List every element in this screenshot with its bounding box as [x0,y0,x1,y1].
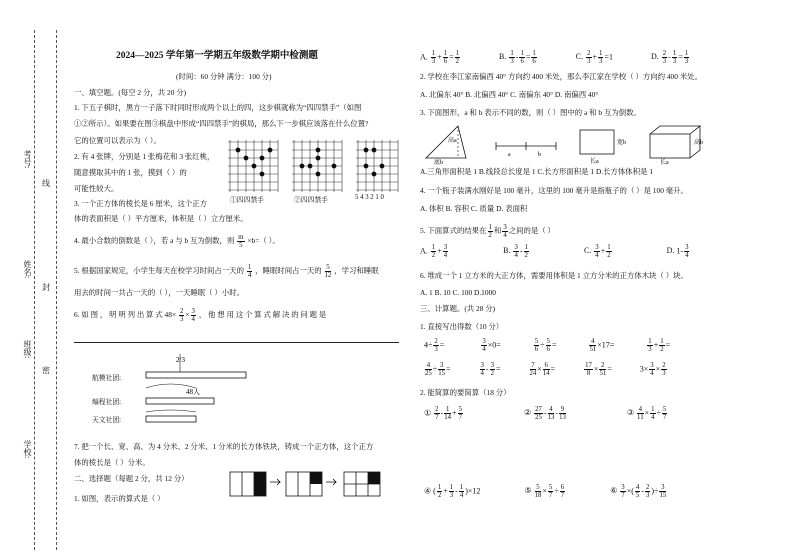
r-q3-shapes [422,122,712,166]
svg-text:a: a [508,152,511,158]
board-3-axis: 5 4 3 2 1 0 [355,194,384,201]
cuboid-shape [650,126,700,158]
section1-heading: 一、填空题。(每空 2 分，共 20 分) [74,88,187,97]
club-label-coding: 编程社团: [92,399,122,406]
exam-number-label: 考号: [23,150,32,169]
page-title: 2024—2025 学年第一学期五年级数学期中检测题 [116,51,318,61]
q6-line1: 6. 如 图 ， 明 明 列 出 算 式 48× $\frac{2}{3}$ × $\frac{3}{4}$ ， 他 想 用 这 个 算 式 解 决 的 问 题 是 [74,308,327,323]
coding-bar [146,398,214,404]
class-label: 班级: [23,340,32,359]
q1-line1: 1. 下五子棋时，黑方一子落下时同时形成两个以上的四，这步棋就称为“四四禁手”（如图 [74,103,362,112]
calc2-row-2: ④ ( $\frac{1}{2}$ + $\frac{1}{3}$ - $\frac{1}{4}$ )×12 ⑤ $\frac{5}{18}$ × $\frac{5}{7}$ ÷ $\frac{6}{7}$ ⑥ $\frac{3}{7}$ ×( $\frac{4}{5}$ - $\frac{2}{3}$ )÷ $\frac{3}{15}$ [424,484,667,499]
seal-seal-char: 封 [42,283,50,292]
q5-line1: 5. 根据国家规定，小学生每天在校学习时间占一天的 $\frac{1}{4}$ ，睡眠时间占一天的 $\frac{5}{12}$ ，学习和睡眠 [74,264,379,279]
school-label: 学校: [23,440,32,459]
name-label: 姓名: [23,260,32,279]
board-2-caption: ②四四禁手 [294,197,328,204]
r-q3-options: A.三角形面积是 1 B.线段总长度是 1 C.长方形面积是 1 D.长方体体积是 1 [420,167,654,176]
section3-heading: 三、计算题。(共 28 分) [420,304,496,313]
calc1-heading: 1. 直接写出得数（10 分） [420,322,504,331]
board-3 [356,140,398,192]
club-label-model: 航模社团: [92,375,122,382]
model-bar [146,372,246,378]
seal-secret-char: 密 [42,366,50,375]
calc-row-1: 4÷ $\frac{2}{3}$ = $\frac{3}{4}$ ×0= $\frac{5}{6}$ ÷ $\frac{5}{6}$ = $\frac{4}{51}$ ×17= $\frac{1}{3}$ + $\frac{1}{2}$ = [424,338,671,353]
svg-text:宽b: 宽b [617,140,627,146]
q5-line2: 用去的时间一共占一天的（ ），一天睡眠（ ）小时。 [74,288,244,297]
r-q6: 6. 堆成一个 1 立方米的大正方体，需要用体积是 1 立方分米的正方体木块（ ）块。 [420,271,688,280]
r-q4: 4. 一个瓶子装满水刚好是 100 毫升，这里的 100 毫升是指瓶子的（ ）是 100 毫升。 [420,186,688,195]
r-q3: 3. 下面图形，a 和 b 表示不同的数，则（ ）图中的 a 和 b 互为倒数。 [420,108,641,117]
r-q2: 2. 学校在李江家南偏西 40° 方向约 400 米处，那么李江家在学校（ ）方向约 400 米处。 [420,72,702,81]
svg-text:高a: 高a [448,138,457,144]
q2-line1: 2. 有 4 张牌，分别是 1 张梅花和 3 张红桃， [74,152,215,161]
board-1-caption: ①四四禁手 [230,197,264,204]
svg-text:高b: 高b [694,140,704,146]
q3-line1: 3. 一个正方体的棱长是 6 厘米，这个正方 [74,199,208,208]
svg-text:b: b [538,152,541,158]
r-q1-options: A. $\frac{1}{3}$ + $\frac{1}{6}$ = $\frac{1}{2}$ B. $\frac{1}{3}$ - $\frac{1}{6}$ = $\frac{1}{6}$ C. $\frac{2}{3}$ + $\frac{1}{3}$ =1 D. $\frac{2}{3}$ - $\frac{1}{3}$ = $\frac{1}{3}$ [420,50,689,65]
club-label-astro: 天文社团: [92,417,122,424]
q2-line2: 随意摸取其中的 1 张，摸到（ ）的 [74,168,187,177]
r-q2-options: A. 北偏东 40° B. 北偏西 40° C. 南偏东 40° D. 南偏西 40° [420,90,599,99]
svg-text:长a: 长a [590,159,599,165]
q7-line1: 7. 把一个长、宽、高、为 4 分米、2 分米、1 分米的长方体铁块，铸成一个正方体，这个正方 [74,442,374,451]
calc2-heading: 2. 能简算的要简算（18 分） [420,388,511,397]
triangle-shape [426,126,466,158]
page-subtitle: (时间：60 分钟 满分：100 分) [176,72,272,81]
calc-row-2: $\frac{4}{25}$ ÷ $\frac{3}{15}$ = $\frac{3}{4}$ - $\frac{3}{2}$ = $\frac{7}{24}$ × $\frac{6}{14}$ = $\frac{17}{8}$ × $\frac{2}{51}$ = 3× $\frac{3}{4}$ × $\frac{2}{3}$ [425,362,666,377]
section2-heading: 二、选择题（每题 2 分，共 12 分） [74,474,189,483]
q1-line3: 它的位置可以表示为（ ）。 [74,136,161,145]
r-q5: 5. 下面算式的结果在 $\frac{1}{2}$ 和 $\frac{3}{4}$ 之间的是（ ） [420,224,555,239]
club-bar-diagram [130,350,260,430]
s2-q1: 1. 如图，表示的算式是（ ） [74,494,165,503]
people-label: 48人 [186,388,200,396]
rectangle-shape [580,130,614,154]
binding-line-outer [34,30,35,550]
r-q4-options: A. 体积 B. 容积 C. 质量 D. 表面积 [420,204,528,213]
q6-answer-line [74,342,399,343]
q4-line: 4. 最小合数的倒数是（ ），若 a 与 b 互为倒数，则 $\frac{m}{5}$ ×b=（ ）。 [74,234,280,249]
fraction-label: 2/3 [176,356,185,364]
r-q5-options: A. $\frac{1}{2}$ + $\frac{3}{4}$ B. $\frac{3}{4}$ - $\frac{1}{2}$ C. $\frac{3}{4}$ + $\frac{1}{2}$ D. 1- $\frac{3}{4}$ [420,244,689,259]
q7-line2: 体的棱长是（ ）分米。 [74,458,150,467]
q2-line3: 可能性较大。 [74,184,119,193]
binding-line-inner [56,30,57,550]
astro-bar [146,416,196,422]
seal-line-char: 线 [42,179,50,188]
svg-text:底b: 底b [434,160,444,166]
q3-line2: 体的表面积是（ ）平方厘米，体积是（ ）立方厘米。 [74,214,248,223]
r-q6-options: A. 1 B. 10 C. 100 D.1000 [420,288,496,297]
q1-line2: ①②所示）。如果要在图③棋盘中形成“四四禁手”的棋局，那么下一步棋应该落在什么位置? [74,119,369,128]
calc2-row-1: ① $\frac{2}{7}$ - $\frac{1}{14}$ + $\frac{5}{7}$ ② $\frac{27}{25}$ - $\frac{4}{13}$ - $\frac{9}{13}$ ③ $\frac{4}{11}$ × $\frac{1}{4}$ ÷ $\frac{5}{7}$ [424,406,667,421]
svg-text:长a: 长a [660,160,669,166]
q4-fraction: $\frac{m}{5}$ [238,234,244,249]
fraction-picture [228,470,400,500]
